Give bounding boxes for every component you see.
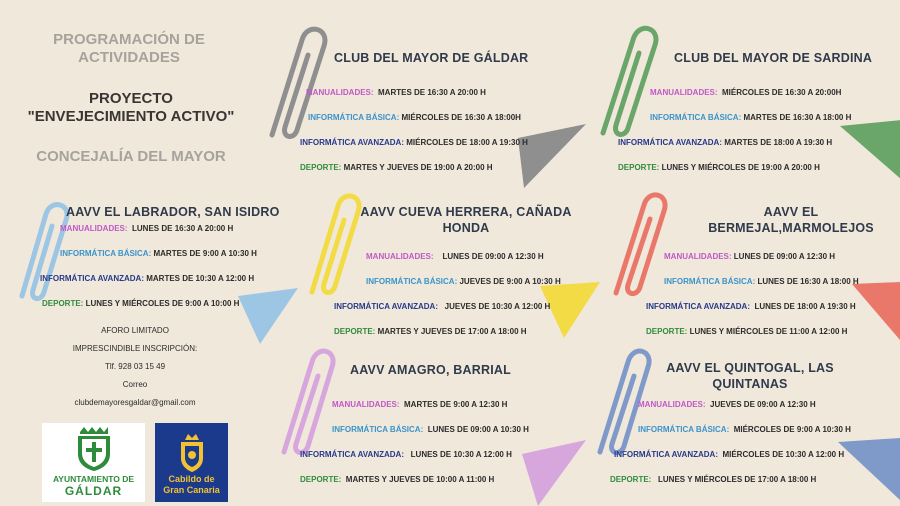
schedule-avanzada: INFORMÁTICA AVANZADA: LUNES DE 18:00 A 19:30 H [646, 302, 856, 311]
telefono-text: Tlf. 928 03 15 49 [104, 362, 166, 371]
schedule-manualidades: MANUALIDADES: MIÉRCOLES DE 16:30 A 20:00H [650, 88, 842, 97]
schedule-avanzada: INFORMÁTICA AVANZADA: MARTES DE 10:30 A 12:00 H [40, 274, 255, 283]
galdar-logo-line2: GÁLDAR [64, 484, 123, 498]
schedule-deporte: DEPORTE: MARTES Y JUEVES DE 17:00 A 18:00 H [334, 327, 527, 336]
club-title: AAVV EL LABRADOR, SAN ISIDRO [66, 205, 280, 219]
schedule-deporte: DEPORTE: LUNES Y MIÉRCOLES DE 19:00 A 20:00 H [618, 163, 820, 172]
club-bermejal [646, 204, 900, 337]
galdar-logo-line1: AYUNTAMIENTO DE [52, 474, 135, 484]
club-title: AAVV EL QUINTOGAL, LAS QUINTANAS [666, 361, 834, 391]
club-labrador [40, 204, 300, 309]
schedule-manualidades: MANUALIDADES: MARTES DE 9:00 A 12:30 H [332, 400, 508, 409]
club-quintogal [610, 360, 900, 485]
schedule-avanzada: INFORMÁTICA AVANZADA: MIÉRCOLES DE 18:00 A 19:30 H [300, 138, 528, 147]
ayuntamiento-galdar-logo [42, 423, 145, 502]
concejalia-heading: CONCEJALÍA DEL MAYOR [36, 148, 226, 165]
schedule-manualidades: MANUALIDADES: JUEVES DE 09:00 A 12:30 H [638, 400, 816, 409]
schedule-avanzada: INFORMÁTICA AVANZADA: JUEVES DE 10:30 A 12:00 H [334, 302, 551, 311]
programacion-heading: PROGRAMACIÓN DE ACTIVIDADES [53, 31, 205, 66]
club-title: AAVV AMAGRO, BARRIAL [350, 363, 511, 377]
club-cueva-herrera [330, 204, 602, 337]
schedule-manualidades: MANUALIDADES: LUNES DE 09:00 A 12:30 H [664, 252, 836, 261]
schedule-basica: INFORMÁTICA BÁSICA: JUEVES DE 9:00 A 10:30 H [366, 277, 561, 286]
cabildo-logo-line1: Cabildo de [168, 474, 215, 484]
schedule-deporte: DEPORTE: LUNES Y MIÉRCOLES DE 11:00 A 12:00 H [646, 327, 848, 336]
cabildo-gran-canaria-logo [155, 423, 228, 502]
club-title: CLUB DEL MAYOR DE SARDINA [674, 51, 873, 65]
club-galdar [300, 50, 585, 173]
schedule-deporte: DEPORTE: LUNES Y MIÉRCOLES DE 17:00 A 18:00 H [610, 475, 817, 484]
inscripcion-text: IMPRESCINDIBLE INSCRIPCIÓN: [72, 344, 198, 353]
schedule-basica: INFORMÁTICA BÁSICA: MIÉRCOLES DE 16:30 A 18:00H [308, 113, 521, 122]
schedule-avanzada: INFORMÁTICA AVANZADA: MARTES DE 18:00 A 19:30 H [618, 138, 833, 147]
club-sardina [618, 50, 900, 173]
schedule-avanzada: INFORMÁTICA AVANZADA: LUNES DE 10:30 A 12:00 H [300, 450, 512, 459]
contact-info [30, 322, 240, 412]
club-title: AAVV EL BERMEJAL,MARMOLEJOS [708, 205, 874, 235]
schedule-basica: INFORMÁTICA BÁSICA: LUNES DE 16:30 A 18:00 H [664, 277, 859, 286]
aforo-text: AFORO LIMITADO [101, 326, 169, 335]
club-title: AAVV CUEVA HERRERA, CAÑADA HONDA [360, 205, 572, 235]
schedule-manualidades: MANUALIDADES: LUNES DE 16:30 A 20:00 H [60, 224, 234, 233]
schedule-basica: INFORMÁTICA BÁSICA: LUNES DE 09:00 A 10:30 H [332, 425, 529, 434]
club-amagro [300, 362, 572, 485]
schedule-deporte: DEPORTE: MARTES Y JUEVES DE 19:00 A 20:00 H [300, 163, 493, 172]
schedule-deporte: DEPORTE: LUNES Y MIÉRCOLES DE 9:00 A 10:00 H [42, 299, 240, 308]
schedule-avanzada: INFORMÁTICA AVANZADA: MIÉRCOLES DE 10:30 A 12:00 H [614, 450, 845, 459]
schedule-basica: INFORMÁTICA BÁSICA: MIÉRCOLES DE 9:00 A 10:30 H [638, 425, 851, 434]
email-text: clubdemayoresgaldar@gmail.com [74, 398, 196, 407]
proyecto-line2: "ENVEJECIMIENTO ACTIVO" [27, 108, 235, 125]
club-title: CLUB DEL MAYOR DE GÁLDAR [334, 51, 529, 65]
proyecto-heading [0, 90, 262, 126]
schedule-basica: INFORMÁTICA BÁSICA: MARTES DE 16:30 A 18:00 H [650, 113, 852, 122]
schedule-manualidades: MANUALIDADES: MARTES DE 16:30 A 20:00 H [306, 88, 486, 97]
schedule-manualidades: MANUALIDADES: LUNES DE 09:00 A 12:30 H [366, 252, 544, 261]
schedule-deporte: DEPORTE: MARTES Y JUEVES DE 10:00 A 11:00 H [300, 475, 495, 484]
correo-label: Correo [122, 380, 148, 389]
cabildo-logo-line2: Gran Canaria [163, 485, 220, 495]
galdar-shield-icon [74, 426, 114, 472]
proyecto-line1: PROYECTO [89, 90, 173, 107]
schedule-basica: INFORMÁTICA BÁSICA: MARTES DE 9:00 A 10:30 H [60, 249, 257, 258]
cabildo-crest-icon [177, 432, 207, 472]
